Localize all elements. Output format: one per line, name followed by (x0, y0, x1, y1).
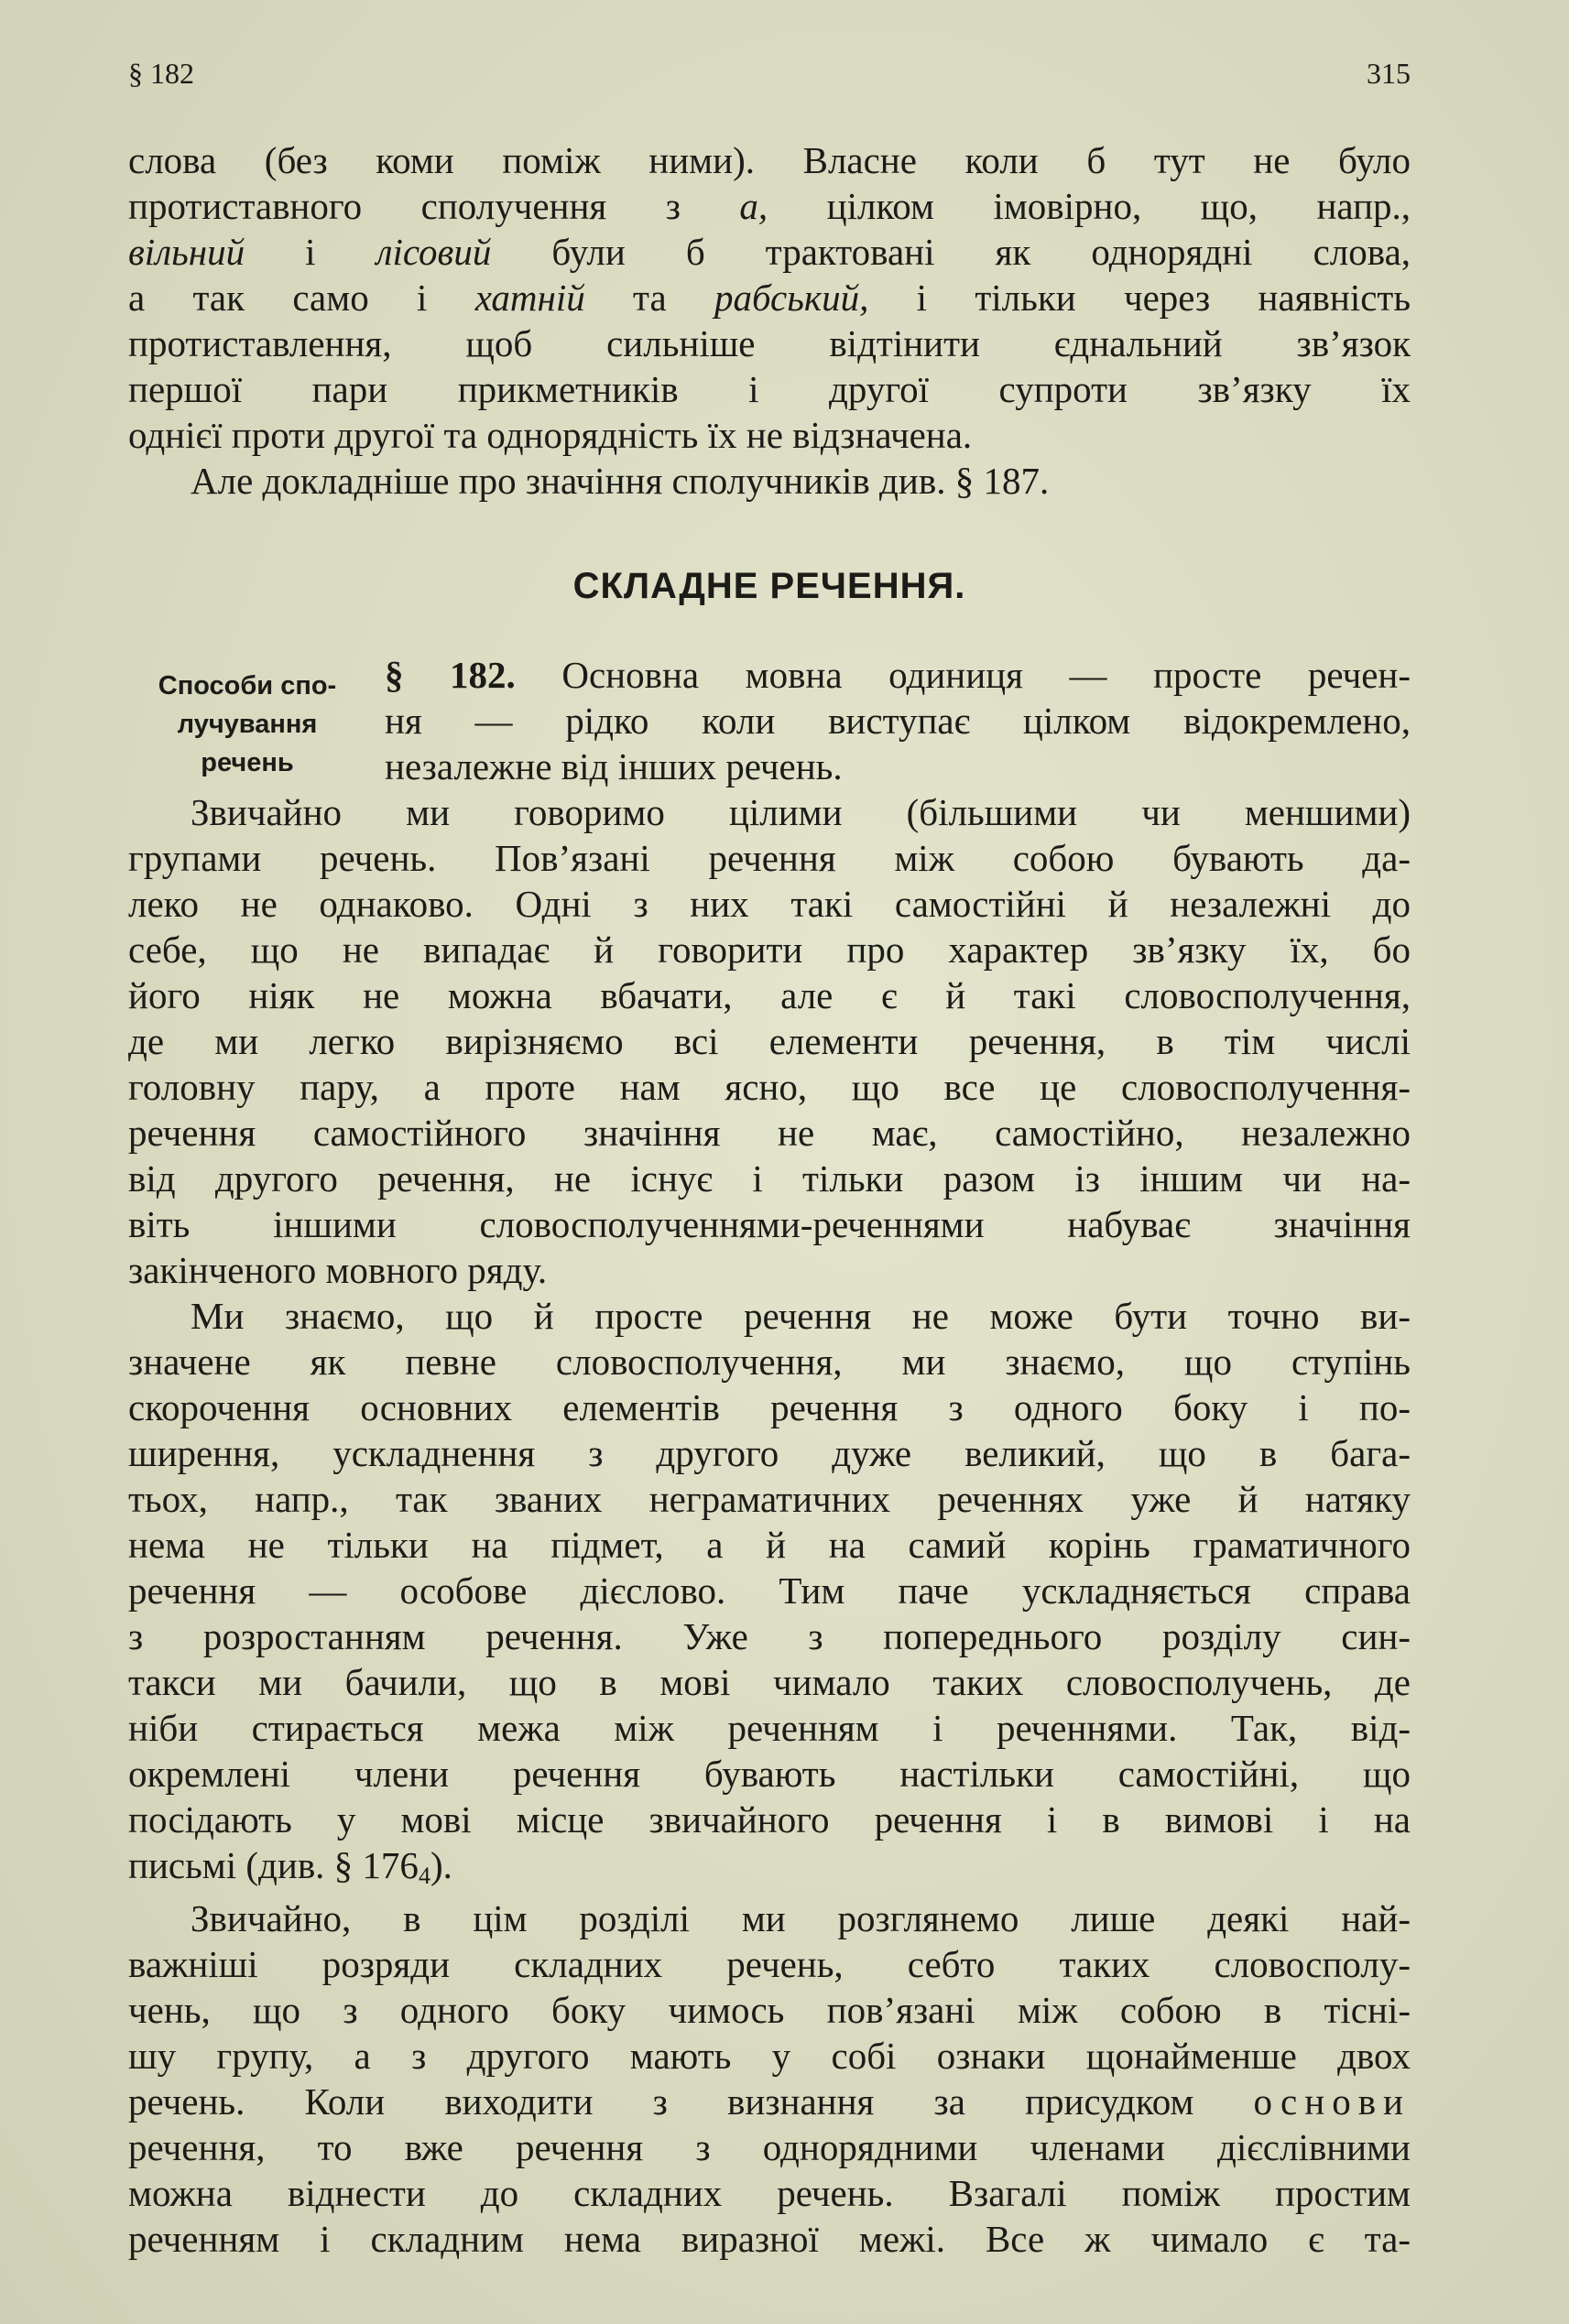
text-line: письмі (див. § $176_4$). (128, 1844, 452, 1889)
emphasized-word: основи (1253, 2080, 1411, 2123)
text-line: такси ми бачили, що в мові чимало таких словосполучень, де (128, 1661, 1411, 1703)
text-line: протиставлення, щоб сильніше відтінити єднальний зв’язок (128, 322, 1411, 364)
text-line: першої пари прикметників і другої супроти зв’язку їх (128, 368, 1411, 410)
text-line: значене як певне словосполучення, ми знаємо, що ступінь (128, 1341, 1411, 1383)
text-line: речення самостійного значіння не має, самостійно, незалежно (128, 1112, 1411, 1154)
text-line: можна віднести до складних речень. Взагалі поміж простим (128, 2172, 1411, 2214)
chapter-heading: СКЛАДНЕ РЕЧЕННЯ. (572, 566, 966, 606)
text-line: де ми легко вирізняємо всі елементи речення, в тім числі (128, 1020, 1411, 1062)
text-line: однієї проти другої та однорядність їх не відзначена. (128, 414, 973, 456)
text-line: леко не однаково. Одні з них такі самостійні й незалежні до (128, 883, 1411, 925)
text-line: § 182. Основна мовна одиниця — просте речен- (385, 654, 1411, 696)
text-line: протиставного сполучення з а, цілком імовірно, що, напр., (128, 185, 1411, 227)
text-line: окремлені члени речення бувають настільки самостійні, що (128, 1753, 1411, 1795)
margin-note-line: речень (201, 748, 294, 777)
text-line: нема не тільки на підмет, а й на самий корінь граматичного (128, 1524, 1411, 1566)
text-line: його ніяк не можна вбачати, але є й такі словосполучення, (128, 974, 1411, 1016)
text-line: групами речень. Пов’язані речення між собою бувають да- (128, 837, 1411, 879)
text-line: від другого речення, не існує і тільки разом із іншим чи на- (128, 1157, 1411, 1200)
margin-note-line: Способи спо- (158, 671, 337, 700)
text-line: ня — рідко коли виступає цілком відокремлено, (385, 700, 1411, 742)
text-line: слова (без коми поміж ними). Власне коли б тут не було (128, 139, 1411, 181)
section-reference: § 182 (128, 57, 194, 90)
text-line: Але докладніше про значіння сполучників див. § 187. (191, 460, 1050, 502)
text-line: скорочення основних елементів речення з одного боку і по- (128, 1386, 1411, 1428)
section-number: § 182. (385, 654, 516, 696)
running-head (128, 57, 1411, 103)
text-line: чень, що з одного боку чимось пов’язані між собою в тісні- (128, 1989, 1411, 2031)
text-line: головну пару, а проте нам ясно, що все це словосполучення- (128, 1066, 1411, 1108)
margin-note (128, 667, 366, 782)
text-line: речень. Коли виходити з визнання за присудком основи (128, 2080, 1411, 2123)
text-line: речення — особове дієслово. Тим паче ускладняється справа (128, 1569, 1411, 1612)
page-number: 315 (1367, 57, 1411, 90)
text-line: тьох, напр., так званих неграматичних реченнях уже й натяку (128, 1478, 1411, 1520)
text-line: важніші розряди складних речень, себто таких словосполу- (128, 1943, 1411, 1985)
text-line: ніби стирається межа між реченням і реченнями. Так, від- (128, 1707, 1411, 1749)
text-line: Ми знаємо, що й просте речення не може бути точно ви- (191, 1295, 1411, 1337)
text-line: шу групу, а з другого мають у собі ознаки щонайменше двох (128, 2035, 1411, 2077)
text-line: вільний і лісовий були б трактовані як однорядні слова, (128, 231, 1411, 273)
text-line: себе, що не випадає й говорити про характер зв’язку їх, бо (128, 929, 1411, 971)
text-line: посідають у мові місце звичайного речення і в вимові і на (128, 1798, 1411, 1841)
text-line: а так само і хатній та рабський, і тільки через наявність (128, 277, 1411, 319)
text-line: реченням і складним нема виразної межі. Все ж чимало є та- (128, 2218, 1411, 2260)
text-line: віть іншими словосполученнями-реченнями набуває значіння (128, 1203, 1411, 1245)
text-line: з розростанням речення. Уже з попереднього розділу син- (128, 1615, 1411, 1657)
text-line: Звичайно, в цім розділі ми розглянемо лише деякі най- (191, 1897, 1411, 1939)
text-line: ширення, ускладнення з другого дуже великий, що в бага- (128, 1432, 1411, 1474)
text-line: Звичайно ми говоримо цілими (більшими чи меншими) (191, 791, 1411, 833)
text-line: речення, то вже речення з однорядними членами дієслівними (128, 2126, 1411, 2168)
text-line: незалежне від інших речень. (385, 745, 843, 787)
text-line: закінченого мовного ряду. (128, 1249, 548, 1291)
margin-note-line: лучування (177, 710, 318, 739)
